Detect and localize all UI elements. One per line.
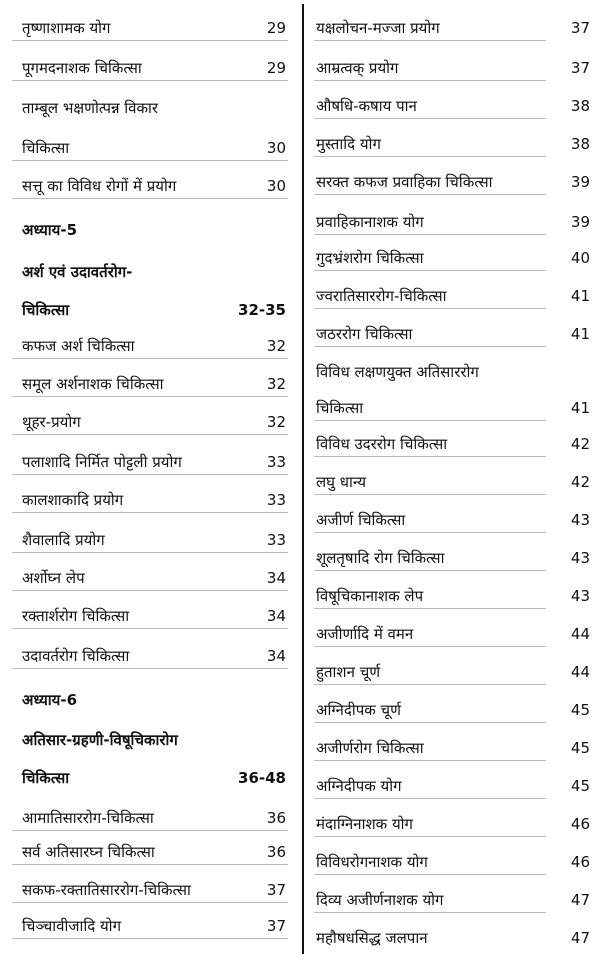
entry-underline xyxy=(314,836,546,837)
page-number: 43 xyxy=(570,549,590,567)
page-number: 39 xyxy=(570,213,590,231)
page-number: 32-35 xyxy=(238,301,286,319)
entry-title: तृष्णाशामक योग xyxy=(22,19,111,37)
entry-underline xyxy=(12,396,288,397)
entry-title: थूहर-प्रयोग xyxy=(22,413,81,431)
entry-underline xyxy=(314,80,546,81)
entry-title: आमातिसाररोग-चिकित्सा xyxy=(22,809,154,827)
page-number: 42 xyxy=(570,473,590,491)
entry-underline xyxy=(12,80,288,81)
entry-title: सरक्त कफज प्रवाहिका चिकित्सा xyxy=(316,173,493,191)
entry-underline xyxy=(314,608,546,609)
entry-underline xyxy=(314,494,546,495)
entry-underline xyxy=(314,646,546,647)
page-number: 32 xyxy=(266,413,286,431)
entry-title: चिकित्सा xyxy=(22,769,70,787)
entry-underline xyxy=(12,434,288,435)
entry-title: अतिसार-ग्रहणी-विषूचिकारोग xyxy=(22,731,178,749)
entry-underline xyxy=(12,512,288,513)
entry-underline xyxy=(12,938,288,939)
entry-title: रक्तार्शरोग चिकित्सा xyxy=(22,607,130,625)
page-number: 37 xyxy=(570,19,590,37)
page-number: 36 xyxy=(266,843,286,861)
entry-underline xyxy=(314,684,546,685)
entry-title: लघु धान्य xyxy=(316,473,367,491)
entry-underline xyxy=(12,668,288,669)
entry-title: चिकित्सा xyxy=(22,139,70,157)
page-number: 38 xyxy=(570,97,590,115)
entry-title: सत्तू का विविध रोगों में प्रयोग xyxy=(22,177,177,195)
entry-underline xyxy=(12,902,288,903)
entry-title: चिञ्चावीजादि योग xyxy=(22,917,122,935)
page-number: 44 xyxy=(570,625,590,643)
entry-title: अजीर्णादि में वमन xyxy=(316,625,414,643)
entry-title: अर्शोघ्न लेप xyxy=(22,569,85,587)
entry-underline xyxy=(314,346,546,347)
entry-title: शैवालादि प्रयोग xyxy=(22,531,105,549)
entry-underline xyxy=(12,590,288,591)
entry-underline xyxy=(314,40,546,41)
entry-title: पलाशादि निर्मित पोट्टली प्रयोग xyxy=(22,453,182,471)
page-number: 37 xyxy=(570,59,590,77)
page-number: 32 xyxy=(266,375,286,393)
page-number: 34 xyxy=(266,647,286,665)
entry-title: विविध उदररोग चिकित्सा xyxy=(316,435,448,453)
entry-title: अग्निदीपक योग xyxy=(316,777,402,795)
page-number: 47 xyxy=(570,929,590,947)
entry-title: उदावर्तरोग चिकित्सा xyxy=(22,647,130,665)
entry-title: अग्निदीपक चूर्ण xyxy=(316,701,401,719)
page-number: 30 xyxy=(266,139,286,157)
entry-title: अर्श एवं उदावर्तरोग- xyxy=(22,263,133,281)
entry-underline xyxy=(12,40,288,41)
entry-underline xyxy=(12,864,288,865)
entry-underline xyxy=(314,874,546,875)
page-number: 32 xyxy=(266,337,286,355)
page-number: 33 xyxy=(266,491,286,509)
page-number: 37 xyxy=(266,881,286,899)
entry-title: कफज अर्श चिकित्सा xyxy=(22,337,135,355)
entry-title: हुताशन चूर्ण xyxy=(316,663,381,681)
page-number: 34 xyxy=(266,607,286,625)
entry-title: शूलतृषादि रोग चिकित्सा xyxy=(316,549,445,567)
entry-title: चिकित्सा xyxy=(22,301,70,319)
page-number: 29 xyxy=(266,19,286,37)
page-number: 46 xyxy=(570,815,590,833)
page-number: 36 xyxy=(266,809,286,827)
entry-underline xyxy=(12,160,288,161)
entry-title: जठररोग चिकित्सा xyxy=(316,325,413,343)
entry-title: मंदाग्निनाशक योग xyxy=(316,815,413,833)
entry-title: विषूचिकानाशक लेप xyxy=(316,587,424,605)
entry-underline xyxy=(314,194,546,195)
entry-underline xyxy=(314,456,546,457)
entry-underline xyxy=(314,270,546,271)
entry-underline xyxy=(314,156,546,157)
page-number: 33 xyxy=(266,531,286,549)
entry-underline xyxy=(314,118,546,119)
entry-title: सकफ-रक्तातिसाररोग-चिकित्सा xyxy=(22,881,191,899)
page-number: 41 xyxy=(570,399,590,417)
page-number: 47 xyxy=(570,891,590,909)
entry-underline xyxy=(314,532,546,533)
entry-title: चिकित्सा xyxy=(316,399,364,417)
entry-underline xyxy=(12,358,288,359)
entry-underline xyxy=(314,308,546,309)
page-number: 43 xyxy=(570,587,590,605)
page-number: 41 xyxy=(570,325,590,343)
page-number: 45 xyxy=(570,777,590,795)
entry-underline xyxy=(314,722,546,723)
entry-title: अध्याय-6 xyxy=(22,691,78,709)
entry-underline xyxy=(314,234,546,235)
page-number: 44 xyxy=(570,663,590,681)
entry-title: समूल अर्शनाशक चिकित्सा xyxy=(22,375,164,393)
page-number: 33 xyxy=(266,453,286,471)
entry-title: सर्व अतिसारघ्न चिकित्सा xyxy=(22,843,155,861)
page-number: 39 xyxy=(570,173,590,191)
page-number: 40 xyxy=(570,249,590,267)
entry-title: दिव्य अजीर्णनाशक योग xyxy=(316,891,444,909)
entry-title: प्रवाहिकानाशक योग xyxy=(316,213,424,231)
page-number: 36-48 xyxy=(238,769,286,787)
entry-underline xyxy=(314,570,546,571)
entry-title: विविधरोगनाशक योग xyxy=(316,853,428,871)
entry-title: औषधि-कषाय पान xyxy=(316,97,417,115)
entry-underline xyxy=(314,912,546,913)
entry-title: कालशाकादि प्रयोग xyxy=(22,491,124,509)
entry-title: अजीर्णरोग चिकित्सा xyxy=(316,739,424,757)
page-number: 42 xyxy=(570,435,590,453)
entry-title: अजीर्ण चिकित्सा xyxy=(316,511,406,529)
entry-title: विविध लक्षणयुक्त अतिसाररोग xyxy=(316,363,479,381)
entry-underline xyxy=(12,552,288,553)
entry-title: गुदभ्रंशरोग चिकित्सा xyxy=(316,249,424,267)
page-number: 37 xyxy=(266,917,286,935)
page-number: 29 xyxy=(266,59,286,77)
page-number: 43 xyxy=(570,511,590,529)
entry-title: मुस्तादि योग xyxy=(316,135,381,153)
entry-underline xyxy=(314,420,546,421)
entry-underline xyxy=(12,474,288,475)
page-number: 46 xyxy=(570,853,590,871)
entry-title: आम्रत्वक् प्रयोग xyxy=(316,59,399,77)
entry-title: महौषधसिद्ध जलपान xyxy=(316,929,428,947)
entry-underline xyxy=(12,830,288,831)
page-number: 34 xyxy=(266,569,286,587)
entry-title: ताम्बूल भक्षणोत्पन्न विकार xyxy=(22,99,159,117)
page-number: 45 xyxy=(570,701,590,719)
column-divider xyxy=(302,4,304,954)
entry-underline xyxy=(12,628,288,629)
entry-title: पूगमदनाशक चिकित्सा xyxy=(22,59,142,77)
entry-underline xyxy=(314,798,546,799)
page-number: 45 xyxy=(570,739,590,757)
entry-underline xyxy=(314,760,546,761)
entry-title: यक्षलोचन-मज्जा प्रयोग xyxy=(316,19,440,37)
entry-title: अध्याय-5 xyxy=(22,221,78,239)
page-number: 41 xyxy=(570,287,590,305)
page-number: 38 xyxy=(570,135,590,153)
entry-underline xyxy=(12,198,288,199)
entry-title: ज्वरातिसाररोग-चिकित्सा xyxy=(316,287,447,305)
page-number: 30 xyxy=(266,177,286,195)
